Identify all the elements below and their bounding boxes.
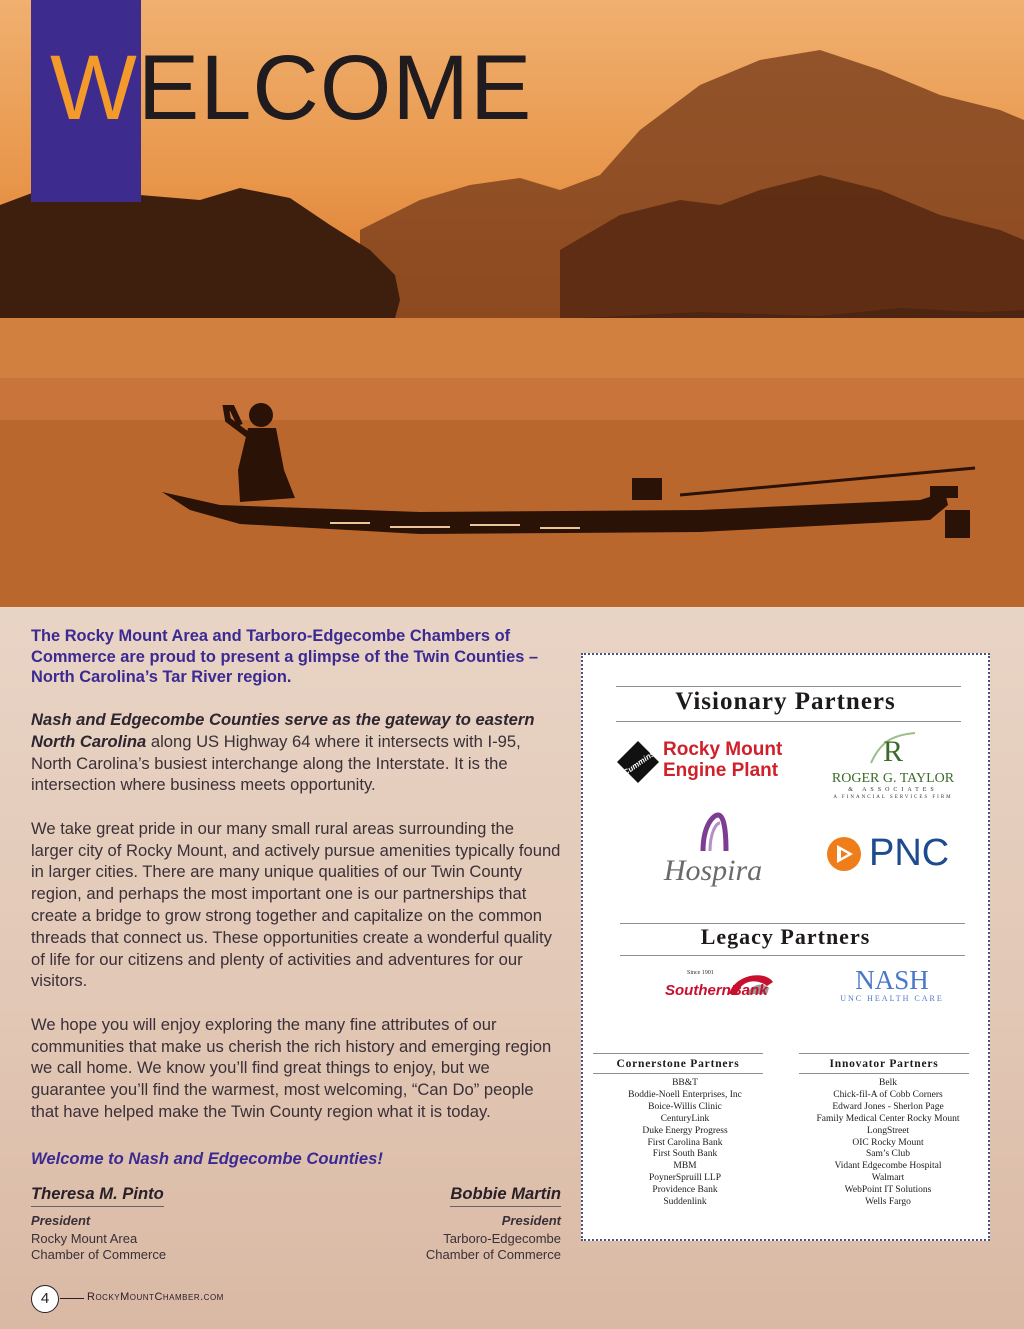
pnc-logo: [825, 833, 965, 873]
intro-paragraph: The Rocky Mount Area and Tarboro-Edgecombe Chambers of Commerce are proud to present a glimpse of the Twin Counties – North Carolina’s Tar River region.: [31, 627, 538, 686]
signature-right: [426, 1186, 561, 1262]
nash-name: NASH: [855, 965, 929, 995]
rocky-mount-line1: Rocky Mount: [663, 739, 783, 760]
southern-since: Since 1901: [687, 970, 714, 976]
paragraph-pride: We take great pride in our many small rural areas surrounding the larger city of Rocky Mount, and actively pursue amenities typically found in larger cities. There are many unique qualities of our Twin County region, and perhaps the most important one is our partnerships that create a bridge to grow strong together and capitalize on the common threads that connect us. These opportunities create a wonderful quality of life for our citizens and plenty of activities and adventures for our visitors.: [31, 818, 561, 991]
taylor-sub2: A FINANCIAL SERVICES FIRM: [833, 795, 953, 800]
innovator-list-item: Chick-fil-A of Cobb Corners: [833, 1089, 943, 1100]
paragraph-gateway: [31, 709, 561, 796]
signer-role: President: [31, 1212, 91, 1228]
page-number: 4: [31, 1285, 59, 1313]
innovator-list-item: OIC Rocky Mount: [852, 1137, 924, 1148]
innovator-list: [788, 1078, 988, 1209]
innovator-list-item: LongStreet: [866, 1125, 910, 1136]
cornerstone-list-item: BB&T: [672, 1078, 698, 1088]
rgt-monogram-icon: [863, 731, 923, 767]
signer-org-line2: Chamber of Commerce: [31, 1246, 167, 1262]
innovator-list-item: Edward Jones - Sherlon Page: [832, 1101, 944, 1112]
cornerstone-list-item: Boddie-Noell Enterprises, Inc: [628, 1089, 742, 1100]
southern-bank-logo: [665, 968, 780, 1004]
taylor-name: ROGER G. TAYLOR: [831, 771, 955, 786]
page-title: WELCOME: [50, 37, 533, 139]
gateway-emphasis: Nash and Edgecombe Counties serve as the gateway to eastern North Carolina: [31, 710, 535, 751]
signer-role: President: [501, 1212, 561, 1228]
southern-name: SouthernBank: [665, 982, 768, 999]
footer-site-link[interactable]: RockyMountChamber.com: [87, 1291, 224, 1303]
hospira-logo: [653, 811, 773, 889]
paragraph-enjoy: We hope you will enjoy exploring the many fine attributes of our communities that make us cherish the rich history and emerging region we call home. We know you’ll find great things to enjoy, but we guarantee you’ll find the warmest, most welcoming, “Can Do” people that have helped make the Twin County region what it is today.: [31, 1014, 552, 1122]
nash-sub: UNC HEALTH CARE: [840, 994, 944, 1003]
visionary-heading: Visionary Partners: [675, 688, 896, 715]
cornerstone-list-item: Providence Bank: [652, 1185, 718, 1196]
cornerstone-list-item: First South Bank: [652, 1149, 718, 1160]
cornerstone-list-item: First Carolina Bank: [647, 1137, 723, 1148]
signature-left: [31, 1186, 166, 1262]
hospira-arc-icon: [688, 811, 738, 851]
roger-taylor-logo: [823, 731, 963, 800]
signer-org-line2: Chamber of Commerce: [425, 1246, 561, 1262]
innovator-list-item: Vidant Edgecombe Hospital: [834, 1161, 942, 1172]
article-body: [31, 626, 561, 1144]
rocky-mount-engine-logo: [615, 739, 795, 787]
svg-text:Cummins: Cummins: [621, 749, 657, 778]
cornerstone-list-item: PoynerSpruill LLP: [648, 1173, 722, 1184]
nash-unc-logo: [837, 966, 947, 1006]
rocky-mount-line2: Engine Plant: [663, 760, 779, 781]
signer-name: Bobbie Martin: [450, 1186, 561, 1207]
welcome-line: Welcome to Nash and Edgecombe Counties!: [31, 1149, 383, 1168]
pnc-triangle-icon: [825, 835, 863, 873]
divider: [616, 721, 961, 722]
signer-org-line1: Rocky Mount Area: [31, 1231, 138, 1246]
gateway-rest: along US Highway 64 where it intersects with I-95, North Carolina’s busiest interchange along the Interstate. It is the intersection where business meets opportunity.: [31, 731, 521, 795]
cummins-badge-icon: [615, 739, 661, 785]
innovator-list-item: Wells Fargo: [865, 1197, 911, 1208]
divider: [620, 955, 965, 956]
innovator-list-item: Walmart: [871, 1173, 905, 1184]
innovator-list-item: Sam’s Club: [865, 1149, 911, 1160]
innovator-list-item: Belk: [879, 1078, 897, 1088]
divider: [616, 686, 961, 687]
cornerstone-list: [585, 1078, 785, 1209]
cornerstone-list-item: Boice-Willis Clinic: [648, 1101, 722, 1112]
cornerstone-list-item: CenturyLink: [660, 1113, 710, 1124]
signer-org-line1: Tarboro-Edgecombe: [443, 1231, 561, 1246]
signer-name: Theresa M. Pinto: [31, 1186, 164, 1207]
partners-box: [581, 653, 990, 1241]
legacy-heading: Legacy Partners: [700, 924, 871, 949]
cornerstone-heading: Cornerstone Partners: [593, 1053, 763, 1074]
hero-photo: [0, 0, 1024, 607]
cornerstone-list-item: MBM: [673, 1161, 697, 1172]
footer-rule: [60, 1298, 84, 1299]
cornerstone-list-item: Duke Energy Progress: [642, 1125, 728, 1136]
hospira-name: Hospira: [663, 854, 763, 887]
innovator-list-item: WebPoint IT Solutions: [844, 1185, 932, 1196]
innovator-heading: Innovator Partners: [799, 1053, 969, 1074]
svg-text:R: R: [882, 735, 904, 767]
innovator-list-item: Family Medical Center Rocky Mount: [816, 1113, 960, 1124]
taylor-sub: & ASSOCIATES: [848, 787, 938, 793]
cornerstone-list-item: Suddenlink: [663, 1197, 707, 1208]
pnc-name: PNC: [869, 832, 950, 874]
